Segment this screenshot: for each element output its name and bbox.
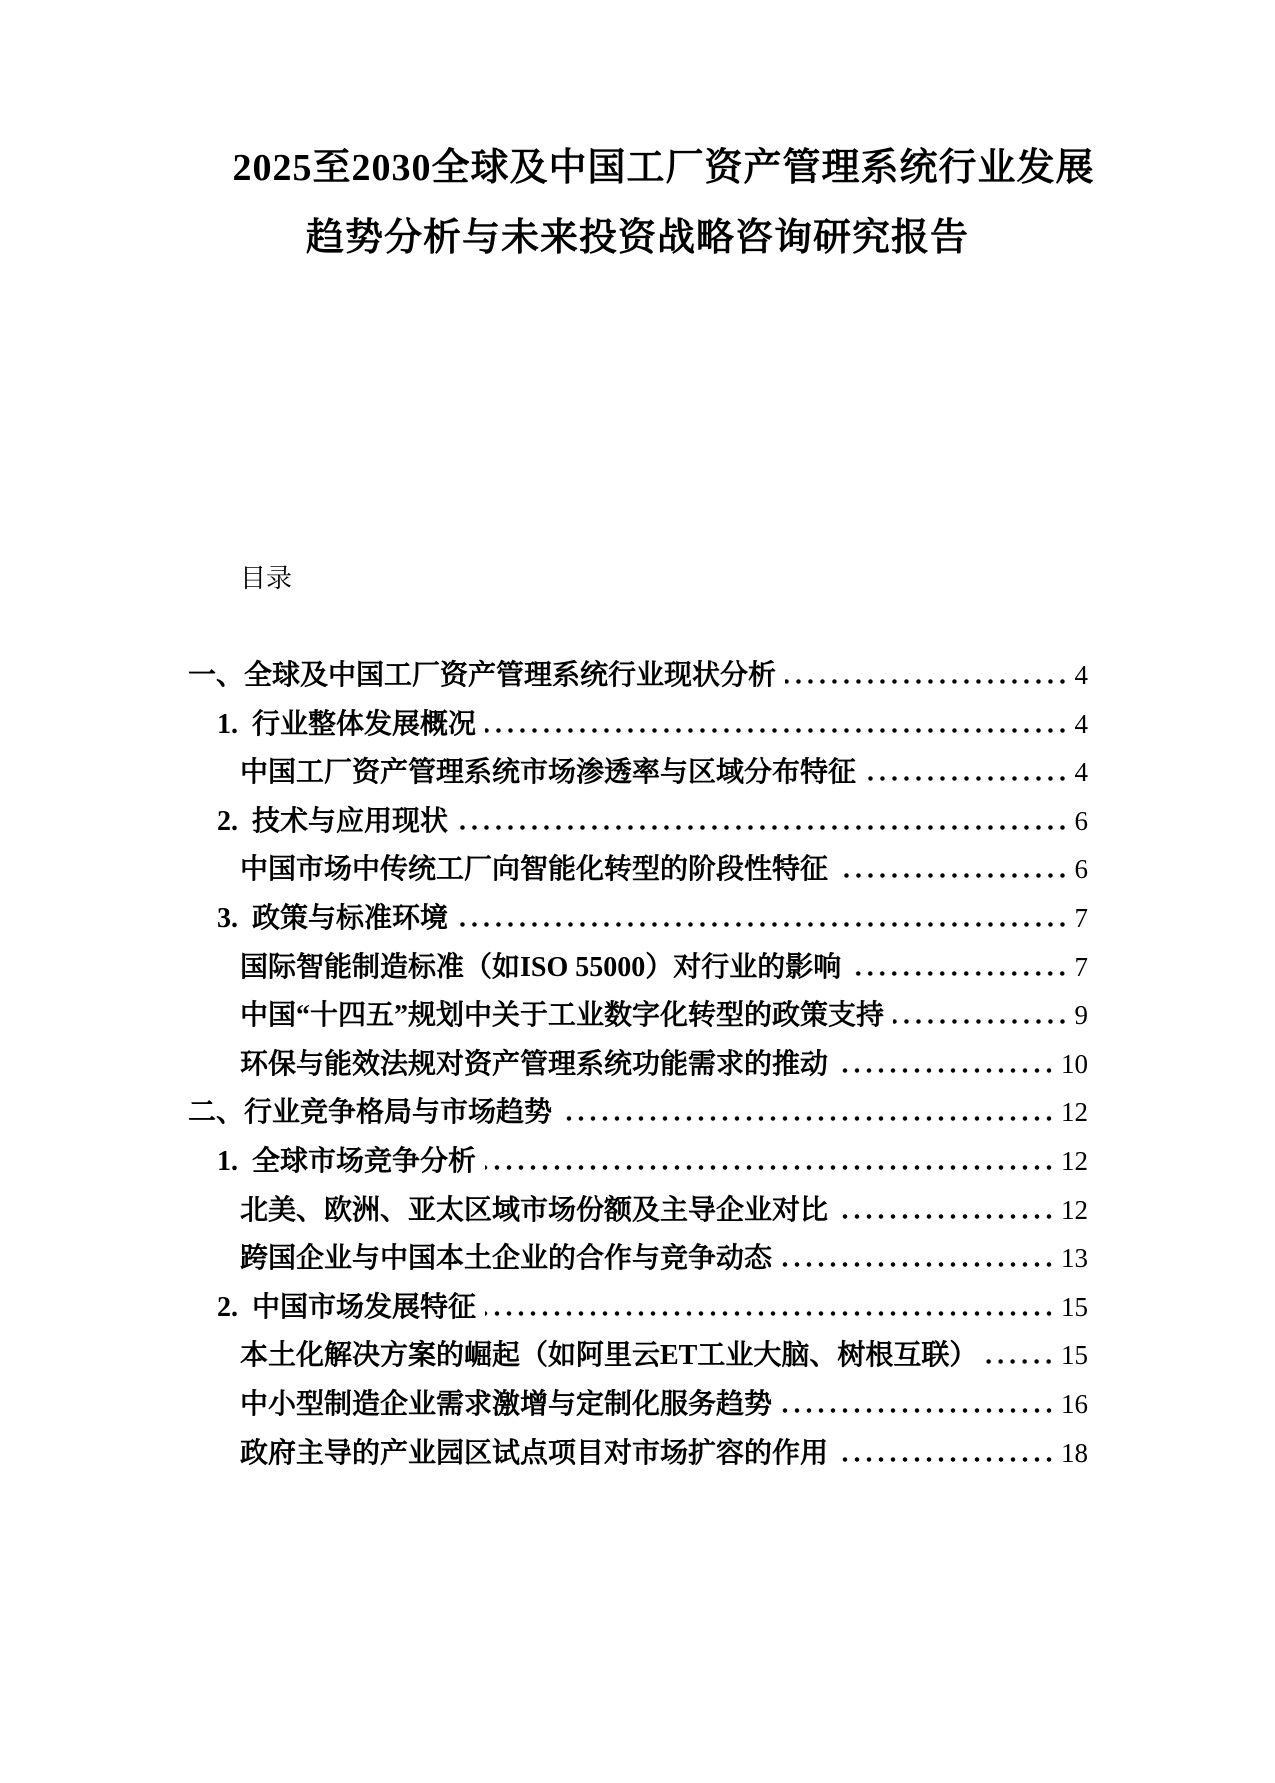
toc-entry-title: 中国市场发展特征 xyxy=(252,1291,477,1323)
toc-entry-title: 中小型制造企业需求激增与定制化服务趋势 xyxy=(240,1388,773,1420)
report-title xyxy=(0,133,1275,273)
toc-leader-dots xyxy=(865,776,1068,781)
toc-entry-page: 10 xyxy=(1061,1048,1088,1079)
toc-leader-dots xyxy=(837,1068,1055,1073)
toc-entry-title: 全球及中国工厂资产管理系统行业现状分析 xyxy=(244,660,777,691)
toc-entry-title: 行业竞争格局与市场趋势 xyxy=(244,1097,553,1129)
toc-entry-page: 9 xyxy=(1074,1000,1088,1031)
toc-section xyxy=(188,560,1088,1477)
toc-entry-number: 3. xyxy=(217,902,238,934)
toc-entry-page: 6 xyxy=(1074,854,1088,885)
toc-leader-dots xyxy=(485,728,1068,733)
toc-entry-title: 政策与标准环境 xyxy=(252,902,449,934)
toc-entry-page: 15 xyxy=(1061,1291,1088,1322)
toc-leader-dots xyxy=(785,679,1068,684)
toc-entry-page: 15 xyxy=(1061,1340,1088,1371)
toc-entry[interactable] xyxy=(188,1040,1088,1089)
toc-entry-page: 4 xyxy=(1074,708,1088,739)
toc-entry[interactable] xyxy=(188,1234,1088,1283)
toc-leader-dots xyxy=(457,922,1068,927)
toc-entry[interactable] xyxy=(188,1331,1088,1380)
toc-entry-page: 12 xyxy=(1061,1194,1088,1225)
toc-entry[interactable] xyxy=(188,700,1088,749)
document-page xyxy=(0,133,1275,1783)
toc-entry-page: 4 xyxy=(1074,660,1088,690)
toc-entry-number: 1. xyxy=(217,1145,238,1177)
toc-entry-page: 6 xyxy=(1074,805,1088,836)
report-title-line2: 趋势分析与未来投资战略咨询研究报告 xyxy=(305,217,969,259)
toc-entry-number: 二、 xyxy=(188,1097,245,1129)
toc-entry[interactable] xyxy=(188,1380,1088,1429)
toc-entry-title: 中国市场中传统工厂向智能化转型的阶段性特征 xyxy=(240,854,829,886)
toc-entry-title: 环保与能效法规对资产管理系统功能需求的推动 xyxy=(240,1048,829,1080)
toc-leader-dots xyxy=(837,873,1068,878)
toc-entry[interactable] xyxy=(188,1283,1088,1332)
toc-entry-page: 7 xyxy=(1074,951,1088,982)
toc-leader-dots xyxy=(485,1311,1055,1316)
toc-entry[interactable] xyxy=(188,845,1088,894)
toc-entry-number: 一、 xyxy=(188,660,245,691)
toc-entry-title: 全球市场竞争分析 xyxy=(252,1145,477,1177)
toc-leader-dots xyxy=(781,1262,1055,1267)
toc-entry-page: 7 xyxy=(1074,902,1088,933)
toc-entry-title: 本土化解决方案的崛起（如阿里云ET工业大脑、树根互联） xyxy=(240,1340,978,1372)
toc-entry-page: 12 xyxy=(1061,1145,1088,1176)
toc-leader-dots xyxy=(485,1165,1055,1170)
toc-leader-dots xyxy=(781,1408,1055,1413)
toc-leader-dots xyxy=(837,1457,1055,1462)
toc-entry-title: 国际智能制造标准（如ISO 55000）对行业的影响 xyxy=(240,951,842,983)
toc-leader-dots xyxy=(986,1359,1055,1364)
toc-entry-page: 18 xyxy=(1061,1437,1088,1468)
toc-leader-dots xyxy=(850,971,1068,976)
toc-entry-number: 2. xyxy=(217,1291,238,1323)
toc-entry[interactable] xyxy=(188,748,1088,797)
toc-leader-dots xyxy=(837,1214,1055,1219)
toc-list xyxy=(188,651,1088,1477)
toc-heading: 目录 xyxy=(240,563,293,593)
toc-entry-page: 4 xyxy=(1074,757,1088,788)
toc-entry-title: 跨国企业与中国本土企业的合作与竞争动态 xyxy=(240,1243,773,1275)
toc-entry-page: 12 xyxy=(1061,1097,1088,1128)
toc-entry-title: 北美、欧洲、亚太区域市场份额及主导企业对比 xyxy=(240,1194,829,1226)
toc-entry-number: 1. xyxy=(217,708,238,740)
toc-entry-page: 16 xyxy=(1061,1388,1088,1419)
toc-entry[interactable] xyxy=(188,797,1088,846)
toc-entry-number: 2. xyxy=(217,805,238,837)
toc-leader-dots xyxy=(893,1019,1068,1024)
toc-entry-title: 中国工厂资产管理系统市场渗透率与区域分布特征 xyxy=(240,757,857,789)
toc-entry-title: 政府主导的产业园区试点项目对市场扩容的作用 xyxy=(240,1437,829,1469)
toc-entry[interactable] xyxy=(188,1137,1088,1186)
toc-leader-dots xyxy=(561,1116,1055,1121)
toc-entry[interactable] xyxy=(188,1088,1088,1137)
toc-entry[interactable] xyxy=(188,651,1088,700)
toc-entry[interactable] xyxy=(188,991,1088,1040)
toc-leader-dots xyxy=(457,825,1068,830)
toc-entry-title: 行业整体发展概况 xyxy=(252,708,477,740)
toc-entry-title: 中国“十四五”规划中关于工业数字化转型的政策支持 xyxy=(240,1000,885,1032)
report-title-line1: 2025至2030全球及中国工厂资产管理系统行业发展 xyxy=(232,147,1095,189)
toc-entry[interactable] xyxy=(188,943,1088,992)
toc-entry-page: 13 xyxy=(1061,1243,1088,1274)
toc-entry-title: 技术与应用现状 xyxy=(252,805,449,837)
toc-entry[interactable] xyxy=(188,1186,1088,1235)
toc-entry[interactable] xyxy=(188,894,1088,943)
toc-entry[interactable] xyxy=(188,1429,1088,1478)
